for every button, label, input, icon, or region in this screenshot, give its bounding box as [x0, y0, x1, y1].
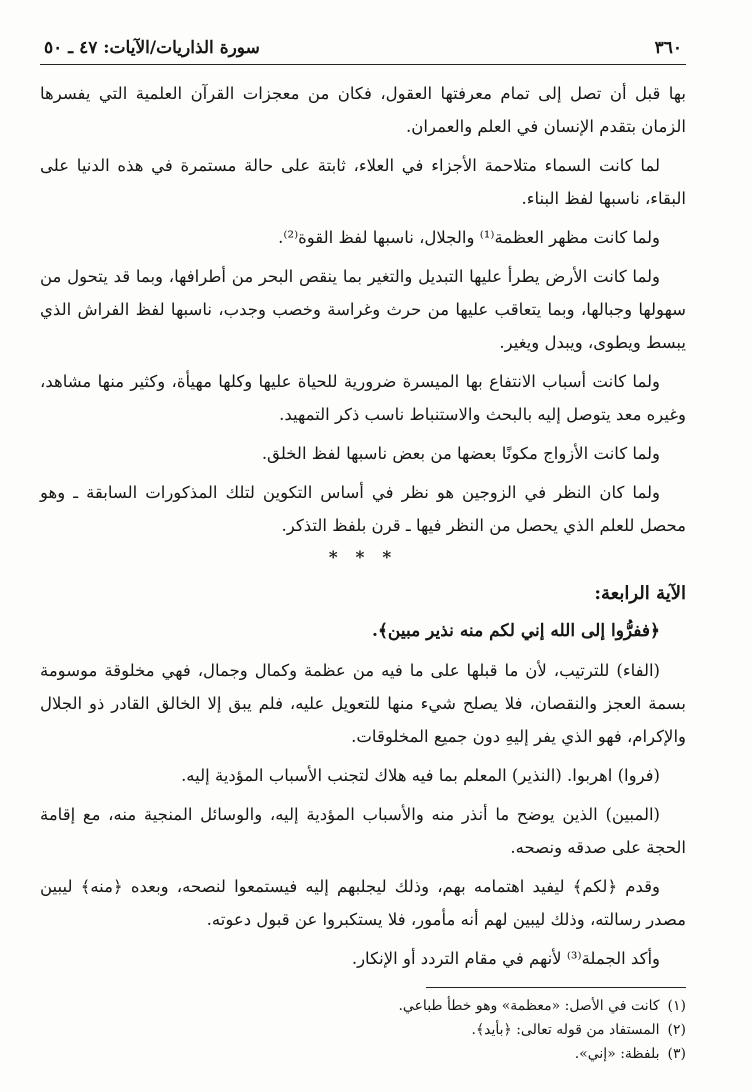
paragraph: وقدم ﴿لكم﴾ ليفيد اهتمامه بهم، وذلك ليجلبهم إليه فيستمعوا لنصحه، وبعده ﴿منه﴾ ليبين مصدر رسالته، وذلك ليبين لهم أنه مأمور، فلا يستكبروا عن قبول دعوته. — [40, 877, 686, 929]
footnote — [40, 1018, 686, 1042]
section-separator: * * * — [328, 548, 398, 568]
paragraph: بها قبل أن تصل إلى تمام معرفتها العقول، فكان من معجزات القرآن العلمية التي يفسرها الزمان بتقدم الإنسان في العلم والعمران. — [40, 84, 687, 136]
paragraph: ولما كان النظر في الزوجين هو نظر في أساس التكوين لتلك المذكورات السابقة ـ وهو محصل للعلم الذي يحصل من النظر فيها ـ قرن بلفظ التذكر. — [40, 483, 686, 535]
footnote-number: (٣) — [667, 1046, 686, 1062]
footnote-text: المستفاد من قوله تعالى: ﴿بأيد﴾. — [471, 1022, 660, 1038]
footnote — [40, 994, 686, 1018]
paragraph: (المبين) الذين يوضح ما أنذر منه والأسباب المؤدية إليه، والوسائل المنجية منه، مع إقامة الحجة على صدقه ونصحه. — [40, 805, 686, 857]
quran-verse: ﴿ففرُّوا إلى الله إني لكم منه نذير مبين﴾. — [372, 621, 660, 641]
paragraph: ولما كانت الأرض يطرأ عليها التبديل والتغير بما ينقص البحر من أطرافها، وبما قد يتحول من سهولها وجبالها، وبما يتعاقب عليها من حرث وغراسة وخصب وجدب، ناسبها لفظ الفراش الذي يبسط ويطوى، ويبدل ويغير. — [40, 267, 686, 352]
footnotes — [40, 994, 686, 1066]
footnote-text: بلفظة: «إني». — [574, 1046, 660, 1062]
commentary-text — [40, 654, 686, 975]
paragraph: (الفاء) للترتيب، لأن ما قبلها على ما فيه من عظمة وكمال وجمال، فهي مخلوقة موسومة بسمة العجز والنقصان، فلا يصلح شيء منها للتعويل عليه، فلم يبق إلا الخالق القادر ذو الجلال والإكرام، فهو الذي يفر إليهِ دون جميع المخلوقات. — [40, 661, 686, 746]
body-text — [40, 77, 686, 542]
running-title: سورة الذاريات/الآيات: ٤٧ ـ ٥٠ — [44, 38, 260, 58]
footnote-number: (١) — [667, 998, 686, 1014]
header-rule — [40, 64, 686, 65]
page-number: ٣٦٠ — [654, 38, 682, 58]
paragraph: ولما كانت الأزواج مكونًا بعضها من بعض ناسبها لفظ الخلق. — [261, 444, 660, 463]
footnote-text: كانت في الأصل: «معظمة» وهو خطأ طباعي. — [398, 998, 660, 1014]
paragraph: ولما كانت أسباب الانتفاع بها الميسرة ضرورية للحياة عليها وكلها مهيأة، وكثير منها مشاهد، وغيره معد يتوصل إليه بالبحث والاستنباط ناسب ذكر التمهيد. — [40, 372, 686, 424]
page-header — [40, 38, 686, 64]
footnote-number: (٢) — [667, 1022, 686, 1038]
footnote-rule — [426, 987, 686, 988]
paragraph: (فروا) اهربوا. (النذير) المعلم بما فيه هلاك لتجنب الأسباب المؤدية إليه. — [181, 766, 660, 785]
paragraph: لما كانت السماء متلاحمة الأجزاء في العلاء، ثابتة على حالة مستمرة في هذه الدنيا على البقاء، ناسبها لفظ البناء. — [40, 156, 686, 208]
footnote — [40, 1042, 686, 1066]
paragraph: ولما كانت مظهر العظمة⁽¹⁾ والجلال، ناسبها لفظ القوة⁽²⁾. — [278, 228, 660, 247]
section-title: الآية الرابعة: — [594, 583, 686, 604]
paragraph: وأكد الجملة⁽³⁾ لأنهم في مقام التردد أو الإنكار. — [351, 949, 660, 968]
